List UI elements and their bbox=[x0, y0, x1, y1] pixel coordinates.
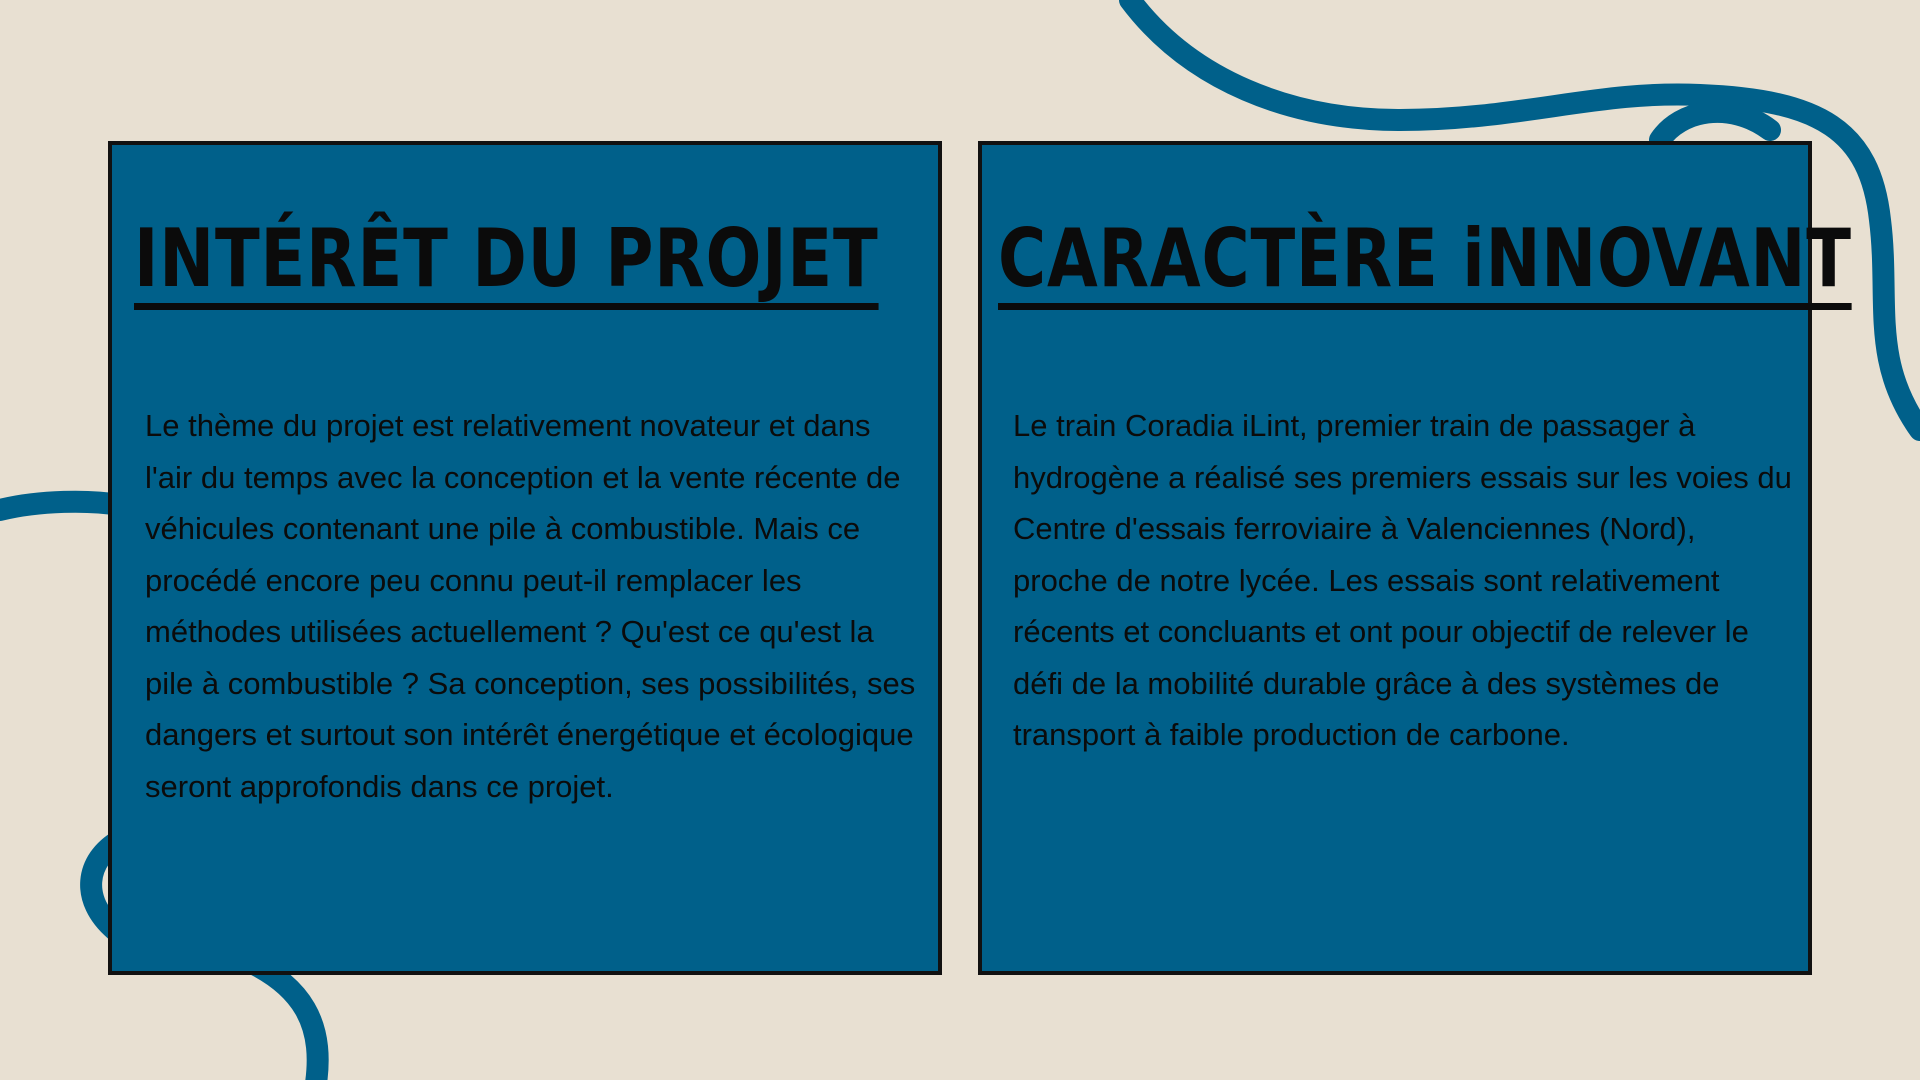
card-title bbox=[134, 213, 879, 310]
card-innovative-character bbox=[978, 141, 1852, 975]
card-title bbox=[998, 213, 1852, 310]
card-body-text: Le train Coradia iLint, premier train de passager à hydrogène a réalisé ses premiers essais sur les voies du Centre d'essais ferroviaire à Valenciennes (Nord), proche de notre lycée. Les essais sont relativement récents et concluants et ont pour objectif de relever le défi de la mobilité durable grâce à des systèmes de transport à faible production de carbone. bbox=[1013, 408, 1792, 752]
card-title-text: INTÉRÊT DU PROJET bbox=[134, 215, 879, 310]
card-title-text: CARACTÈRE iNNOVANT bbox=[998, 215, 1852, 310]
top-right-loop bbox=[1660, 112, 1770, 140]
card-project-interest bbox=[108, 141, 942, 975]
left-curve bbox=[0, 502, 120, 510]
card-body-text: Le thème du projet est relativement novateur et dans l'air du temps avec la conception et la vente récente de véhicules contenant une pile à combustible. Mais ce procédé encore peu connu peut-il remplacer les méthodes utilisées actuellement ? Qu'est ce qu'est la pile à combustible ? Sa conception, ses possibilités, ses dangers et surtout son intérêt énergétique et écologique seront approfondis dans ce projet. bbox=[145, 408, 916, 804]
